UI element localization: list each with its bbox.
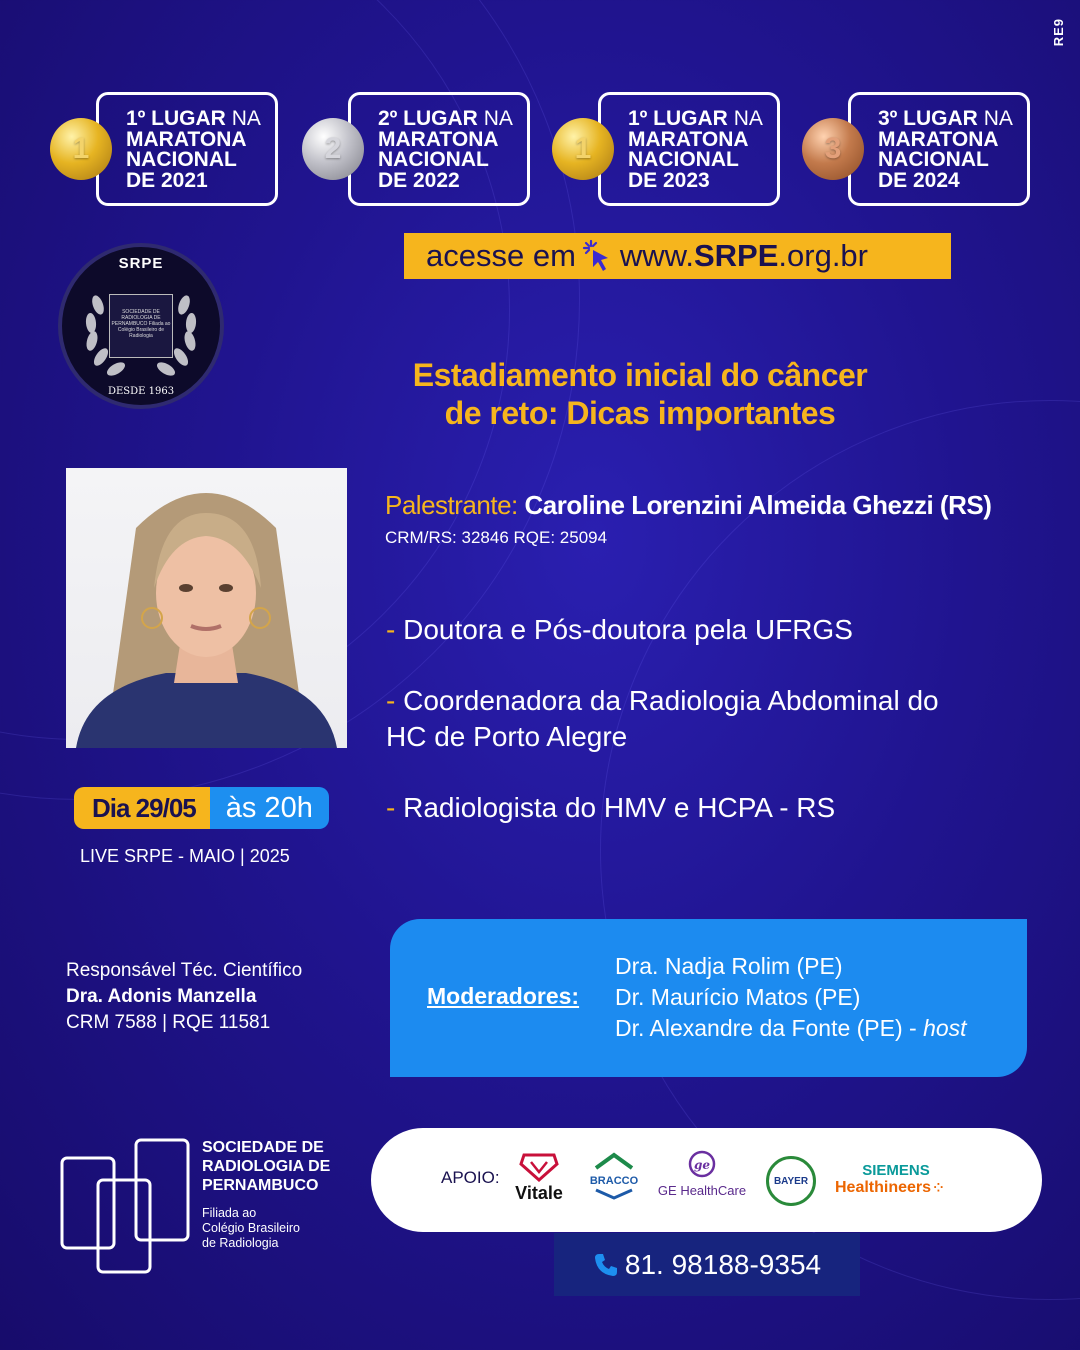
dots-icon: ⁘ <box>931 1181 943 1195</box>
vitale-gem-icon <box>519 1152 559 1182</box>
website-url: www.SRPE.org.br <box>619 238 869 273</box>
srpe-seal-logo <box>58 243 224 409</box>
award-box: 3º LUGAR NA MARATONA NACIONAL DE 2024 <box>848 92 1030 206</box>
speaker-crm: CRM/RS: 32846 RQE: 25094 <box>385 528 608 547</box>
cursor-click-icon <box>582 239 612 273</box>
responsible-block <box>66 958 302 1036</box>
bracco-arrow-icon <box>592 1152 636 1170</box>
ge-healthcare-logo: ge GE HealthCare <box>656 1150 748 1198</box>
seal-center-text: SOCIEDADE DE RADIOLOGIA DE PERNAMBUCO Filiada ao Colégio Brasileiro de Radiologia <box>109 294 173 358</box>
moderators-panel <box>390 919 1027 1077</box>
event-hour: às 20h <box>210 787 329 829</box>
gold-medal-icon: 1 <box>50 118 112 180</box>
silver-medal-icon: 2 <box>302 118 364 180</box>
svg-text:ge: ge <box>693 1158 711 1172</box>
phone-number: 98188-9354 <box>671 1248 822 1280</box>
society-logo <box>60 1138 360 1278</box>
speaker-photo <box>66 468 347 748</box>
responsible-crm: CRM 7588 | RQE 11581 <box>66 1012 271 1033</box>
live-label: LIVE SRPE - MAIO | 2025 <box>80 846 290 866</box>
gold-medal-icon: 1 <box>552 118 614 180</box>
society-name: SOCIEDADE DE RADIOLOGIA DE PERNAMBUCO <box>202 1139 331 1194</box>
siemens-healthineers-text: Healthineers ⁘ <box>835 1179 943 1196</box>
moderator: Dr. Maurício Matos (PE) <box>615 984 861 1010</box>
award-badge <box>824 92 1030 206</box>
vitale-logo: Vitale <box>506 1152 572 1204</box>
bracco-base-icon <box>592 1188 636 1200</box>
award-badge <box>324 92 530 206</box>
speaker-line <box>385 490 991 521</box>
list-item: - Coordenadora da Radiologia Abdominal do HC de Porto Alegre <box>386 685 939 752</box>
moderator: Dra. Nadja Rolim (PE) <box>615 953 843 979</box>
ge-monogram-icon <box>688 1150 716 1178</box>
award-badge <box>574 92 780 206</box>
moderators-list <box>615 951 967 1044</box>
watermark: RE9 <box>1051 18 1066 47</box>
list-item: - Radiologista do HMV e HCPA - RS <box>386 792 836 823</box>
speaker-label: Palestrante: <box>385 490 518 520</box>
award-box: 2º LUGAR NA MARATONA NACIONAL DE 2022 <box>348 92 530 206</box>
speaker-name: Caroline Lorenzini Almeida Ghezzi (RS) <box>524 490 992 520</box>
access-prefix: acesse em <box>426 238 576 273</box>
society-affiliation: Filiada ao Colégio Brasileiro de Radiologia <box>202 1206 300 1250</box>
sponsors-bar <box>371 1128 1042 1232</box>
society-mark-icon <box>60 1138 192 1274</box>
bayer-logo: BAYER <box>766 1156 816 1206</box>
award-box: 1º LUGAR NA MARATONA NACIONAL DE 2023 <box>598 92 780 206</box>
bracco-logo: BRACCO <box>583 1152 645 1205</box>
event-day: Dia 29/05 <box>74 787 210 829</box>
phone-contact[interactable] <box>554 1233 860 1296</box>
moderator: Dr. Alexandre da Fonte (PE) - host <box>615 1015 967 1041</box>
support-label: APOIO: <box>441 1168 500 1187</box>
responsible-label: Responsável Téc. Científico <box>66 960 303 981</box>
list-item: - Doutora e Pós-doutora pela UFRGS <box>386 614 853 645</box>
award-badge <box>72 92 278 206</box>
moderators-label: Moderadores: <box>427 983 580 1009</box>
seal-bottom-text: DESDE 1963 <box>107 386 175 397</box>
bronze-medal-icon: 3 <box>802 118 864 180</box>
siemens-healthineers-logo: SIEMENS Healthineers ⁘ <box>835 1162 975 1197</box>
speaker-credentials <box>386 612 1006 861</box>
event-date <box>74 786 329 828</box>
phone-icon <box>593 1252 619 1278</box>
laurel-wreath-icon <box>76 275 206 385</box>
responsible-name: Dra. Adonis Manzella <box>66 986 257 1007</box>
talk-title: Estadiamento inicial do câncer de reto: Dicas importantes <box>412 357 868 431</box>
website-link[interactable] <box>404 233 951 279</box>
award-box: 1º LUGAR NA MARATONA NACIONAL DE 2021 <box>96 92 278 206</box>
seal-top-text: SRPE <box>118 255 164 272</box>
phone-area: 81. <box>624 1248 664 1280</box>
